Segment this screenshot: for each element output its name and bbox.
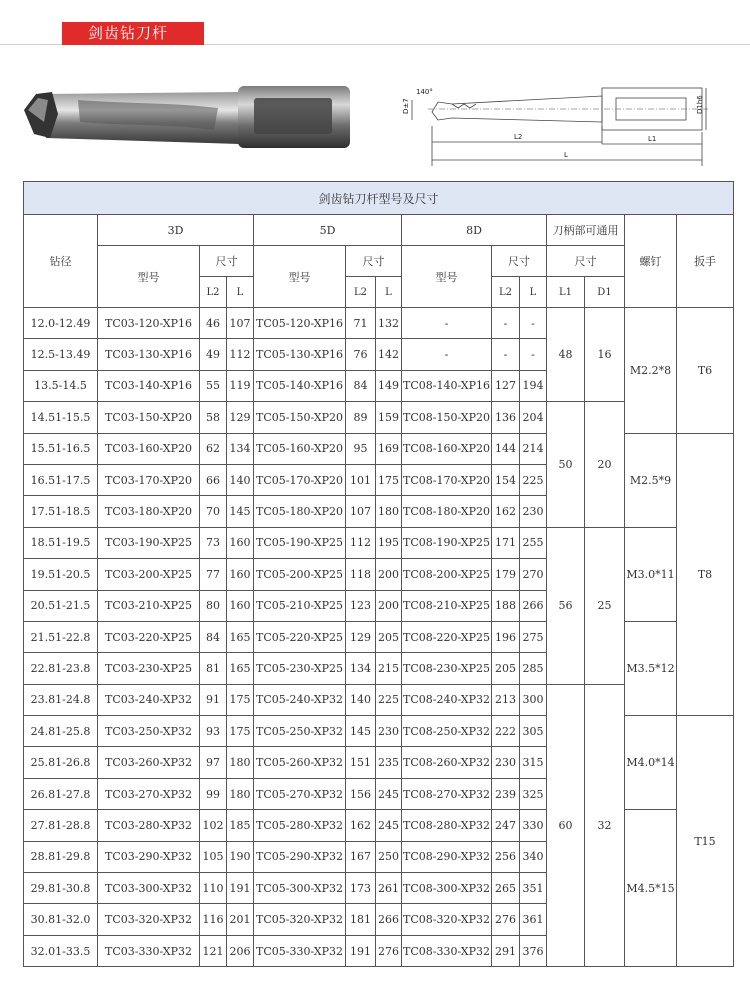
cell-l1: 60 [547, 684, 585, 967]
cell-l2-5d: 181 [346, 904, 376, 935]
cell-model-3d: TC03-120-XP16 [98, 308, 200, 339]
cell-l2-8d: 230 [492, 747, 520, 778]
cell-model-5d: TC05-200-XP25 [254, 559, 346, 590]
cell-l2-5d: 151 [346, 747, 376, 778]
cell-l2-8d: 239 [492, 778, 520, 809]
cell-diameter: 32.01-33.5 [24, 935, 98, 966]
col-l-5d: L [376, 277, 402, 308]
cell-diameter: 22.81-23.8 [24, 653, 98, 684]
cell-l-8d: 325 [520, 778, 547, 809]
cell-l2-3d: 46 [200, 308, 227, 339]
cell-model-5d: TC05-280-XP32 [254, 810, 346, 841]
cell-model-3d: TC03-290-XP32 [98, 841, 200, 872]
col-l2-8d: L2 [492, 277, 520, 308]
cell-l-5d: 225 [376, 684, 402, 715]
cell-l2-5d: 162 [346, 810, 376, 841]
col-diameter: 钻径 [24, 215, 98, 308]
cell-l-3d: 129 [227, 402, 254, 433]
cell-diameter: 19.51-20.5 [24, 559, 98, 590]
cell-screw: M2.5*9 [625, 433, 677, 527]
cell-screw: M4.0*14 [625, 716, 677, 810]
cell-diameter: 24.81-25.8 [24, 716, 98, 747]
cell-model-8d: - [402, 308, 492, 339]
cell-l2-8d: 222 [492, 716, 520, 747]
cell-l2-8d: - [492, 339, 520, 370]
spec-table-body [24, 308, 734, 967]
cell-model-5d: TC05-140-XP16 [254, 370, 346, 401]
cell-l2-8d: 213 [492, 684, 520, 715]
cell-l2-3d: 77 [200, 559, 227, 590]
cell-model-3d: TC03-130-XP16 [98, 339, 200, 370]
cell-l2-8d: 144 [492, 433, 520, 464]
col-l1: L1 [547, 277, 585, 308]
cell-l2-8d: 265 [492, 873, 520, 904]
cell-l-8d: 214 [520, 433, 547, 464]
cell-diameter: 12.0-12.49 [24, 308, 98, 339]
cell-model-5d: TC05-190-XP25 [254, 527, 346, 558]
cell-l2-5d: 140 [346, 684, 376, 715]
cell-model-5d: TC05-210-XP25 [254, 590, 346, 621]
cell-l1: 50 [547, 402, 585, 528]
cell-model-8d: TC08-220-XP25 [402, 621, 492, 652]
cell-l-8d: 204 [520, 402, 547, 433]
cell-l-5d: 149 [376, 370, 402, 401]
cell-model-8d: TC08-300-XP32 [402, 873, 492, 904]
cell-l-5d: 142 [376, 339, 402, 370]
col-l2-5d: L2 [346, 277, 376, 308]
table-row [24, 433, 734, 464]
cell-l-5d: 175 [376, 464, 402, 495]
cell-model-5d: TC05-300-XP32 [254, 873, 346, 904]
cell-model-5d: TC05-130-XP16 [254, 339, 346, 370]
cell-model-3d: TC03-240-XP32 [98, 684, 200, 715]
cell-model-8d: TC08-280-XP32 [402, 810, 492, 841]
cell-diameter: 16.51-17.5 [24, 464, 98, 495]
cell-model-8d: TC08-250-XP32 [402, 716, 492, 747]
cell-d1: 16 [585, 308, 625, 402]
cell-l-5d: 245 [376, 810, 402, 841]
cell-l-8d: 315 [520, 747, 547, 778]
cell-l2-8d: 247 [492, 810, 520, 841]
cell-model-3d: TC03-160-XP20 [98, 433, 200, 464]
cell-l-3d: 206 [227, 935, 254, 966]
cell-model-3d: TC03-170-XP20 [98, 464, 200, 495]
cell-l2-3d: 62 [200, 433, 227, 464]
col-model-3d: 型号 [98, 246, 200, 308]
col-l-8d: L [520, 277, 547, 308]
cell-diameter: 28.81-29.8 [24, 841, 98, 872]
cell-d1: 25 [585, 527, 625, 684]
cell-wrench: T15 [677, 716, 734, 967]
cell-l2-8d: 205 [492, 653, 520, 684]
dim-l1: L1 [648, 135, 657, 143]
cell-l1: 48 [547, 308, 585, 402]
cell-model-3d: TC03-270-XP32 [98, 778, 200, 809]
cell-l2-3d: 84 [200, 621, 227, 652]
cell-wrench: T8 [677, 433, 734, 716]
cell-l-3d: 119 [227, 370, 254, 401]
cell-l2-8d: 171 [492, 527, 520, 558]
cell-diameter: 23.81-24.8 [24, 684, 98, 715]
cell-l2-3d: 49 [200, 339, 227, 370]
table-caption: 剑齿钻刀杆型号及尺寸 [24, 182, 734, 215]
cell-screw: M4.5*15 [625, 810, 677, 967]
cell-l2-3d: 116 [200, 904, 227, 935]
cell-model-3d: TC03-200-XP25 [98, 559, 200, 590]
dim-d: D±7 [402, 98, 410, 114]
cell-l2-5d: 167 [346, 841, 376, 872]
cell-l-3d: 191 [227, 873, 254, 904]
cell-l-8d: - [520, 308, 547, 339]
cell-l2-5d: 134 [346, 653, 376, 684]
cell-l-8d: 255 [520, 527, 547, 558]
cell-model-8d: TC08-150-XP20 [402, 402, 492, 433]
cell-l1: 56 [547, 527, 585, 684]
cell-diameter: 14.51-15.5 [24, 402, 98, 433]
cell-l-8d: 275 [520, 621, 547, 652]
cell-wrench: T6 [677, 308, 734, 434]
cell-model-3d: TC03-280-XP32 [98, 810, 200, 841]
cell-l-5d: 169 [376, 433, 402, 464]
cell-model-8d: TC08-200-XP25 [402, 559, 492, 590]
cell-l2-5d: 123 [346, 590, 376, 621]
cell-model-8d: TC08-210-XP25 [402, 590, 492, 621]
drill-holder-photo [18, 80, 358, 160]
cell-screw: M3.5*12 [625, 621, 677, 715]
cell-model-8d: TC08-180-XP20 [402, 496, 492, 527]
cell-l-8d: 266 [520, 590, 547, 621]
cell-l-8d: 305 [520, 716, 547, 747]
cell-l-5d: 266 [376, 904, 402, 935]
cell-l-8d: - [520, 339, 547, 370]
cell-l2-3d: 97 [200, 747, 227, 778]
cell-l2-8d: 162 [492, 496, 520, 527]
table-row [24, 621, 734, 652]
drill-holder-drawing [392, 78, 710, 170]
cell-l2-5d: 95 [346, 433, 376, 464]
cell-l2-8d: 291 [492, 935, 520, 966]
cell-l-8d: 300 [520, 684, 547, 715]
cell-l-5d: 205 [376, 621, 402, 652]
cell-l-3d: 160 [227, 559, 254, 590]
cell-l2-8d: 179 [492, 559, 520, 590]
cell-model-5d: TC05-220-XP25 [254, 621, 346, 652]
dim-angle: 140° [416, 88, 433, 96]
col-size-3d: 尺寸 [200, 246, 254, 277]
cell-l-3d: 165 [227, 653, 254, 684]
cell-l-3d: 175 [227, 684, 254, 715]
cell-model-8d: TC08-290-XP32 [402, 841, 492, 872]
cell-model-5d: TC05-260-XP32 [254, 747, 346, 778]
cell-l-3d: 180 [227, 778, 254, 809]
cell-model-5d: TC05-330-XP32 [254, 935, 346, 966]
cell-l2-5d: 101 [346, 464, 376, 495]
cell-diameter: 27.81-28.8 [24, 810, 98, 841]
cell-diameter: 17.51-18.5 [24, 496, 98, 527]
cell-l2-5d: 107 [346, 496, 376, 527]
cell-model-5d: TC05-170-XP20 [254, 464, 346, 495]
cell-l2-5d: 76 [346, 339, 376, 370]
cell-model-3d: TC03-210-XP25 [98, 590, 200, 621]
cell-l2-5d: 89 [346, 402, 376, 433]
cell-l-3d: 145 [227, 496, 254, 527]
col-size-shank: 尺寸 [547, 246, 625, 277]
cell-model-8d: TC08-140-XP16 [402, 370, 492, 401]
cell-l-5d: 261 [376, 873, 402, 904]
cell-l2-5d: 84 [346, 370, 376, 401]
cell-l-8d: 270 [520, 559, 547, 590]
cell-l2-5d: 118 [346, 559, 376, 590]
cell-l2-3d: 102 [200, 810, 227, 841]
cell-l-3d: 185 [227, 810, 254, 841]
cell-l-8d: 361 [520, 904, 547, 935]
cell-diameter: 29.81-30.8 [24, 873, 98, 904]
cell-l2-3d: 91 [200, 684, 227, 715]
cell-model-5d: TC05-270-XP32 [254, 778, 346, 809]
cell-l-3d: 140 [227, 464, 254, 495]
col-model-8d: 型号 [402, 246, 492, 308]
cell-model-8d: TC08-190-XP25 [402, 527, 492, 558]
cell-l2-3d: 73 [200, 527, 227, 558]
cell-model-5d: TC05-290-XP32 [254, 841, 346, 872]
cell-diameter: 12.5-13.49 [24, 339, 98, 370]
cell-l2-5d: 156 [346, 778, 376, 809]
cell-l2-8d: - [492, 308, 520, 339]
cell-model-8d: TC08-330-XP32 [402, 935, 492, 966]
group-shank: 刀柄部可通用 [547, 215, 625, 246]
section-title: 剑齿钻刀杆 [62, 22, 204, 45]
cell-screw: M3.0*11 [625, 527, 677, 621]
col-l2-3d: L2 [200, 277, 227, 308]
cell-d1: 20 [585, 402, 625, 528]
cell-l-5d: 245 [376, 778, 402, 809]
group-3d: 3D [98, 215, 254, 246]
cell-l-8d: 376 [520, 935, 547, 966]
cell-l2-5d: 112 [346, 527, 376, 558]
cell-d1: 32 [585, 684, 625, 967]
cell-l-3d: 201 [227, 904, 254, 935]
cell-model-8d: TC08-320-XP32 [402, 904, 492, 935]
table-row [24, 308, 734, 339]
cell-l2-3d: 121 [200, 935, 227, 966]
cell-l-8d: 340 [520, 841, 547, 872]
cell-l2-3d: 81 [200, 653, 227, 684]
cell-diameter: 21.51-22.8 [24, 621, 98, 652]
cell-model-3d: TC03-330-XP32 [98, 935, 200, 966]
cell-l2-5d: 145 [346, 716, 376, 747]
cell-l2-8d: 154 [492, 464, 520, 495]
cell-l2-8d: 256 [492, 841, 520, 872]
cell-l-8d: 230 [520, 496, 547, 527]
cell-model-8d: TC08-160-XP20 [402, 433, 492, 464]
cell-diameter: 18.51-19.5 [24, 527, 98, 558]
cell-l2-5d: 129 [346, 621, 376, 652]
cell-l-3d: 134 [227, 433, 254, 464]
cell-model-3d: TC03-150-XP20 [98, 402, 200, 433]
cell-l-8d: 194 [520, 370, 547, 401]
cell-l-3d: 107 [227, 308, 254, 339]
cell-l-3d: 112 [227, 339, 254, 370]
col-size-5d: 尺寸 [346, 246, 402, 277]
cell-l-5d: 180 [376, 496, 402, 527]
cell-model-8d: TC08-230-XP25 [402, 653, 492, 684]
cell-l2-8d: 127 [492, 370, 520, 401]
col-model-5d: 型号 [254, 246, 346, 308]
cell-model-8d: TC08-260-XP32 [402, 747, 492, 778]
cell-l2-5d: 191 [346, 935, 376, 966]
cell-model-3d: TC03-180-XP20 [98, 496, 200, 527]
cell-l-5d: 200 [376, 590, 402, 621]
cell-l-5d: 230 [376, 716, 402, 747]
cell-model-5d: TC05-320-XP32 [254, 904, 346, 935]
cell-model-5d: TC05-250-XP32 [254, 716, 346, 747]
cell-l2-3d: 55 [200, 370, 227, 401]
cell-l2-3d: 105 [200, 841, 227, 872]
cell-l2-8d: 188 [492, 590, 520, 621]
cell-l2-8d: 196 [492, 621, 520, 652]
cell-l-5d: 235 [376, 747, 402, 778]
cell-l-8d: 225 [520, 464, 547, 495]
cell-model-3d: TC03-190-XP25 [98, 527, 200, 558]
cell-model-8d: TC08-240-XP32 [402, 684, 492, 715]
cell-diameter: 20.51-21.5 [24, 590, 98, 621]
group-8d: 8D [402, 215, 547, 246]
cell-diameter: 13.5-14.5 [24, 370, 98, 401]
cell-model-3d: TC03-250-XP32 [98, 716, 200, 747]
cell-model-8d: TC08-170-XP20 [402, 464, 492, 495]
cell-l2-8d: 136 [492, 402, 520, 433]
cell-diameter: 26.81-27.8 [24, 778, 98, 809]
cell-l2-3d: 58 [200, 402, 227, 433]
col-l-3d: L [227, 277, 254, 308]
cell-model-5d: TC05-240-XP32 [254, 684, 346, 715]
cell-model-3d: TC03-220-XP25 [98, 621, 200, 652]
col-wrench: 扳手 [677, 215, 734, 308]
cell-l-5d: 159 [376, 402, 402, 433]
cell-l-5d: 215 [376, 653, 402, 684]
cell-model-5d: TC05-180-XP20 [254, 496, 346, 527]
cell-model-8d: - [402, 339, 492, 370]
cell-screw: M2.2*8 [625, 308, 677, 434]
cell-l-5d: 200 [376, 559, 402, 590]
cell-l2-3d: 66 [200, 464, 227, 495]
cell-l2-8d: 276 [492, 904, 520, 935]
cell-l2-3d: 70 [200, 496, 227, 527]
col-screw: 螺钉 [625, 215, 677, 308]
cell-l2-3d: 93 [200, 716, 227, 747]
dim-l: L [564, 151, 568, 159]
cell-model-5d: TC05-230-XP25 [254, 653, 346, 684]
cell-model-8d: TC08-270-XP32 [402, 778, 492, 809]
dim-l2: L2 [514, 133, 523, 141]
cell-l2-5d: 173 [346, 873, 376, 904]
cell-l2-3d: 99 [200, 778, 227, 809]
cell-model-5d: TC05-150-XP20 [254, 402, 346, 433]
table-row [24, 810, 734, 841]
cell-l-8d: 285 [520, 653, 547, 684]
cell-diameter: 15.51-16.5 [24, 433, 98, 464]
cell-l-5d: 195 [376, 527, 402, 558]
cell-l-5d: 132 [376, 308, 402, 339]
cell-l-3d: 160 [227, 590, 254, 621]
col-d1: D1 [585, 277, 625, 308]
cell-l2-5d: 71 [346, 308, 376, 339]
cell-model-3d: TC03-320-XP32 [98, 904, 200, 935]
cell-diameter: 30.81-32.0 [24, 904, 98, 935]
cell-model-3d: TC03-260-XP32 [98, 747, 200, 778]
cell-l-3d: 190 [227, 841, 254, 872]
table-row [24, 716, 734, 747]
table-row [24, 527, 734, 558]
cell-model-5d: TC05-120-XP16 [254, 308, 346, 339]
cell-l-3d: 175 [227, 716, 254, 747]
cell-l-5d: 276 [376, 935, 402, 966]
cell-model-3d: TC03-300-XP32 [98, 873, 200, 904]
spec-table [23, 181, 734, 967]
cell-diameter: 25.81-26.8 [24, 747, 98, 778]
dim-d1: D1h6 [696, 95, 704, 114]
cell-l2-3d: 80 [200, 590, 227, 621]
cell-l-3d: 180 [227, 747, 254, 778]
cell-l-5d: 250 [376, 841, 402, 872]
cell-l-8d: 351 [520, 873, 547, 904]
group-5d: 5D [254, 215, 402, 246]
cell-l-8d: 330 [520, 810, 547, 841]
cell-model-3d: TC03-230-XP25 [98, 653, 200, 684]
cell-model-5d: TC05-160-XP20 [254, 433, 346, 464]
col-size-8d: 尺寸 [492, 246, 547, 277]
cell-l-3d: 160 [227, 527, 254, 558]
cell-model-3d: TC03-140-XP16 [98, 370, 200, 401]
cell-l2-3d: 110 [200, 873, 227, 904]
cell-l-3d: 165 [227, 621, 254, 652]
